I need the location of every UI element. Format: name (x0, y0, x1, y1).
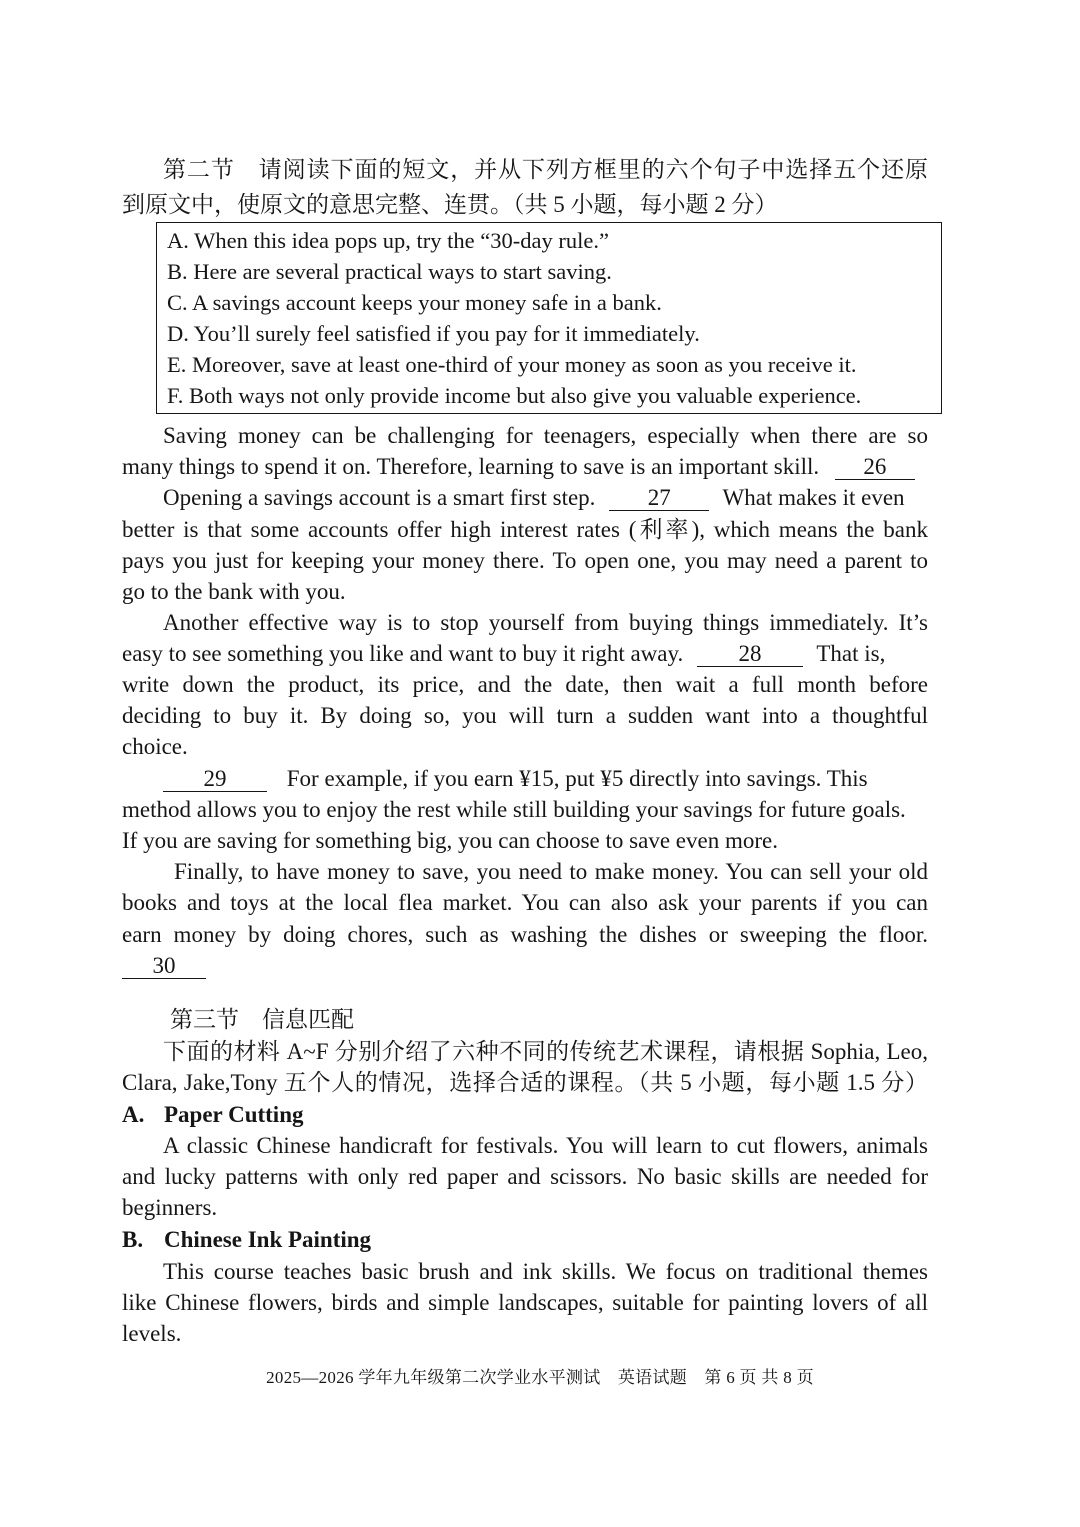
passage-p5-line1: Finally, to have money to save, you need to make money. You can sell your old (174, 859, 928, 884)
passage-p3-line5: choice. (122, 734, 188, 759)
course-a-heading (122, 1099, 304, 1130)
course-a-line3: beginners. (122, 1195, 218, 1220)
passage-p1-line2 (122, 451, 915, 482)
section2-instruction-line2: 到原文中，使原文的意思完整、连贯。（共 5 小题，每小题 2 分） (122, 192, 778, 217)
course-b-title: Chinese Ink Painting (164, 1227, 372, 1252)
course-a-line2: and lucky patterns with only red paper and scissors. No basic skills are needed for (122, 1164, 928, 1189)
section3-instruction-line1: 下面的材料 A~F 分别介绍了六种不同的传统艺术课程，请根据 Sophia, Leo, (163, 1039, 928, 1064)
blank-27: 27 (609, 486, 709, 511)
passage-p3-line1: Another effective way is to stop yourself from buying things immediately. It’s (163, 610, 928, 635)
passage-p3-line2-text-b: That is, (816, 641, 886, 666)
section3-instruction-line2: Clara, Jake,Tony 五个人的情况，选择合适的课程。（共 5 小题，每小题 1.5 分） (122, 1070, 928, 1095)
options-box (156, 222, 942, 414)
passage-p3-line2-text-a: easy to see something you like and want to buy it right away. (122, 641, 684, 666)
passage-p5-line2: books and toys at the local flea market. You can also ask your parents if you can (122, 890, 928, 915)
course-b-line3: levels. (122, 1321, 182, 1346)
option-b: B. Here are several practical ways to start saving. (167, 259, 612, 284)
passage-p5-line3: earn money by doing chores, such as washing the dishes or sweeping the floor. (122, 922, 928, 947)
passage-p3-line2 (122, 638, 885, 669)
passage-p4-line3: If you are saving for something big, you can choose to save even more. (122, 828, 778, 853)
passage-p2-line4: go to the bank with you. (122, 579, 346, 604)
passage-p1-line2-text: many things to spend it on. Therefore, learning to save is an important skill. (122, 454, 820, 479)
passage-p2-line1-text-a: Opening a savings account is a smart first step. (163, 485, 596, 510)
section3-title: 第三节 信息匹配 (170, 1007, 354, 1032)
course-a-letter: A. (122, 1102, 145, 1127)
course-b-heading (122, 1224, 371, 1255)
passage-p2-line1-text-b: What makes it even (722, 485, 905, 510)
option-f: F. Both ways not only provide income but also give you valuable experience. (167, 383, 862, 408)
passage-p2-line1 (163, 482, 905, 513)
passage-p2-line3: pays you just for keeping your money there. To open one, you may need a parent to (122, 548, 928, 573)
course-b-line1: This course teaches basic brush and ink skills. We focus on traditional themes (163, 1259, 928, 1284)
blank-28: 28 (697, 642, 803, 667)
section2-instruction-line1: 第二节 请阅读下面的短文，并从下列方框里的六个句子中选择五个还原 (163, 157, 928, 182)
option-d: D. You’ll surely feel satisfied if you pay for it immediately. (167, 321, 700, 346)
option-a: A. When this idea pops up, try the “30-day rule.” (167, 228, 609, 253)
page-footer: 2025—2026 学年九年级第二次学业水平测试 英语试题 第 6 页 共 8 页 (266, 1368, 814, 1387)
passage-p4-line1 (163, 763, 868, 794)
passage-p3-line4: deciding to buy it. By doing so, you will turn a sudden want into a thoughtful (122, 703, 928, 728)
blank-30: 30 (122, 954, 206, 979)
course-b-line2: like Chinese flowers, birds and simple landscapes, suitable for painting lovers of all (122, 1290, 928, 1315)
passage-p5-line4 (122, 950, 206, 981)
course-a-title: Paper Cutting (164, 1102, 304, 1127)
course-a-line1: A classic Chinese handicraft for festivals. You will learn to cut flowers, animals (163, 1133, 928, 1158)
course-b-letter: B. (122, 1227, 144, 1252)
option-e: E. Moreover, save at least one-third of your money as soon as you receive it. (167, 352, 857, 377)
passage-p1-line1: Saving money can be challenging for teenagers, especially when there are so (163, 423, 928, 448)
passage-p4-line1-text: For example, if you earn ¥15, put ¥5 directly into savings. This (286, 766, 868, 791)
option-c: C. A savings account keeps your money safe in a bank. (167, 290, 662, 315)
passage-p4-line2: method allows you to enjoy the rest while still building your savings for future goals. (122, 797, 906, 822)
blank-29: 29 (163, 767, 267, 792)
passage-p3-line3: write down the product, its price, and the date, then wait a full month before (122, 672, 928, 697)
blank-26: 26 (835, 455, 915, 480)
passage-p2-line2: better is that some accounts offer high interest rates (利率), which means the bank (122, 517, 928, 542)
